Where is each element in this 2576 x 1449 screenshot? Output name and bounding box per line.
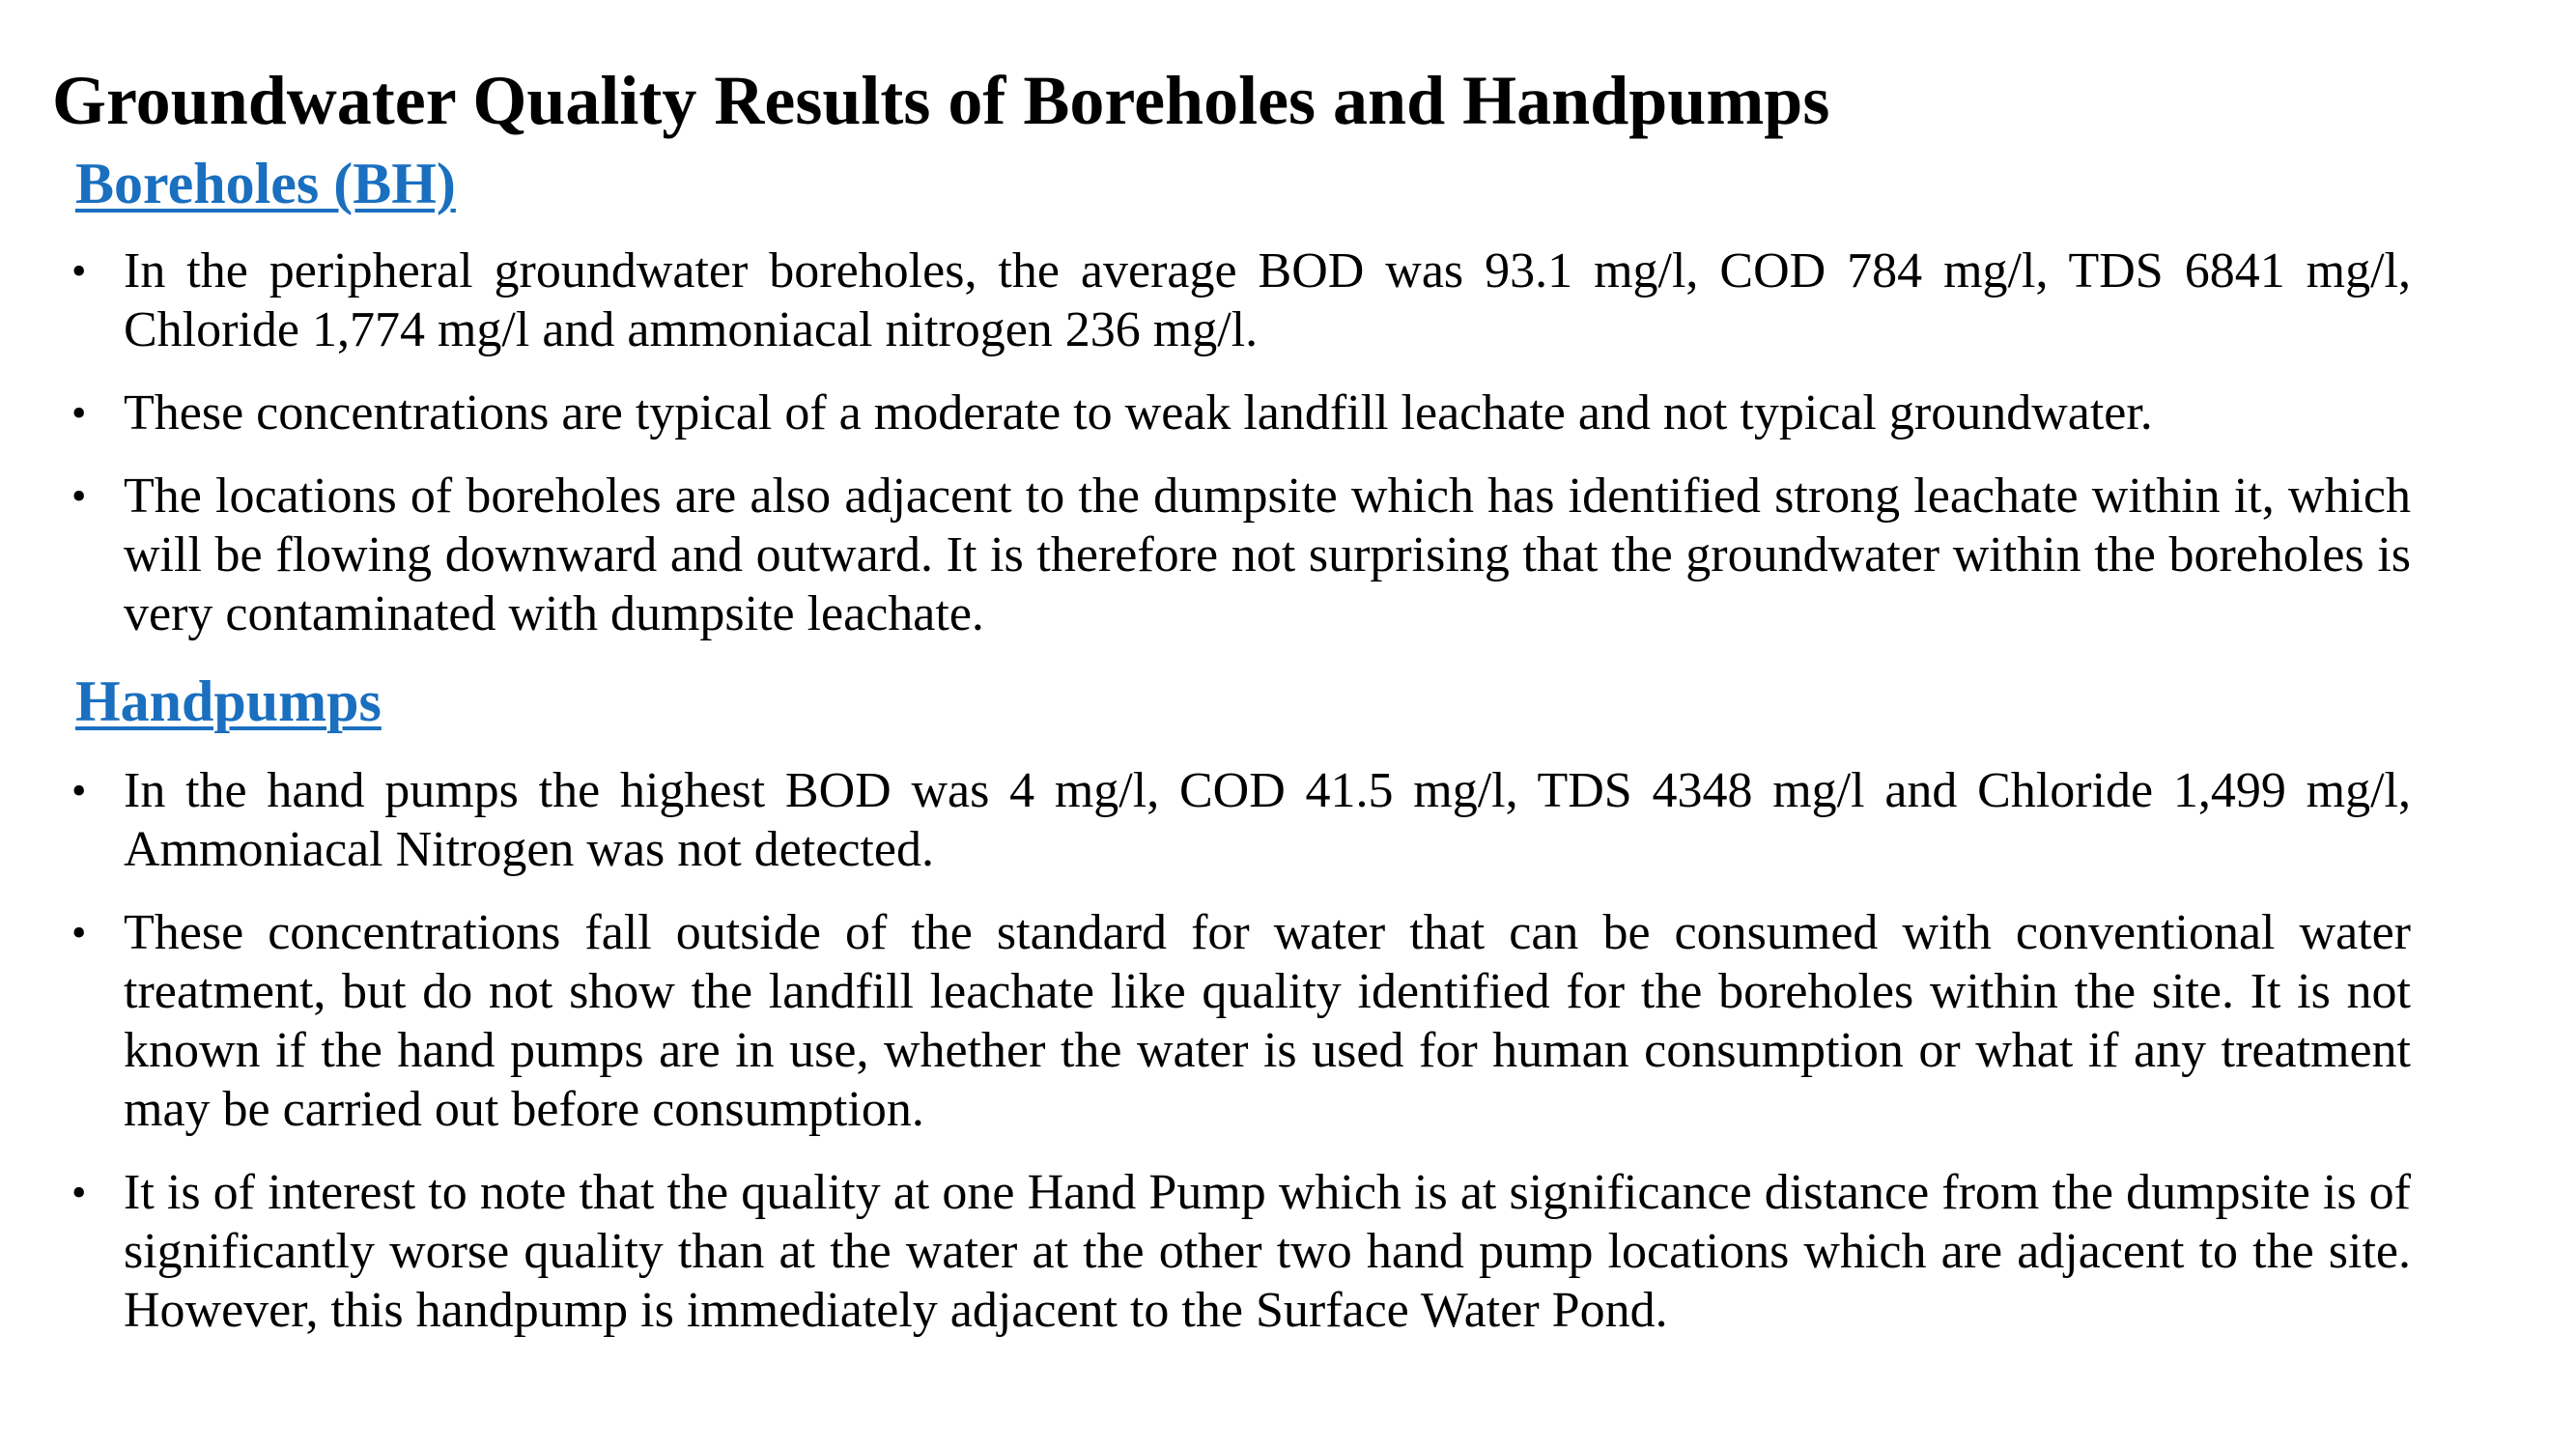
- section-heading-handpumps: Handpumps: [75, 669, 382, 733]
- bullet-text: It is of interest to note that the quality at one Hand Pump which is at significance distance from the dumpsite is of significantly worse quality than at the water at the other two hand pump locations which are adjacent to the site. However, this handpump is immediately adjacent to the Surface Water Pond.: [124, 1165, 2411, 1338]
- bullet-text: These concentrations fall outside of the standard for water that can be consumed with conventional water treatment, but do not show the landfill leachate like quality identified for the boreholes within the site. It is not known if the hand pumps are in use, whether the water is used for human consumption or what if any treatment may be carried out before consumption.: [124, 905, 2411, 1137]
- list-item: [0, 903, 2411, 1139]
- bullet-dot-icon: •: [71, 247, 87, 295]
- section-heading-boreholes: Boreholes (BH): [75, 152, 456, 215]
- bullet-text: These concentrations are typical of a moderate to weak landfill leachate and not typical groundwater.: [124, 385, 2153, 440]
- bullet-dot-icon: •: [71, 389, 87, 437]
- boreholes-bullet-list: [0, 242, 2576, 668]
- list-item: [0, 467, 2411, 643]
- bullet-dot-icon: •: [71, 472, 87, 520]
- bullet-dot-icon: •: [71, 1169, 87, 1216]
- list-item: [0, 1163, 2411, 1340]
- bullet-text: The locations of boreholes are also adjacent to the dumpsite which has identified strong leachate within it, which will be flowing downward and outward. It is therefore not surprising that the groundwater within the boreholes is very contaminated with dumpsite leachate.: [124, 469, 2411, 641]
- handpumps-bullet-list: [0, 761, 2576, 1364]
- list-item: [0, 761, 2411, 879]
- list-item: [0, 242, 2411, 359]
- bullet-text: In the peripheral groundwater boreholes, the average BOD was 93.1 mg/l, COD 784 mg/l, TDS 6841 mg/l, Chloride 1,774 mg/l and ammoniacal nitrogen 236 mg/l.: [124, 243, 2411, 357]
- list-item: [0, 384, 2411, 442]
- bullet-text: In the hand pumps the highest BOD was 4 mg/l, COD 41.5 mg/l, TDS 4348 mg/l and Chloride 1,499 mg/l, Ammoniacal Nitrogen was not detected.: [124, 763, 2411, 877]
- bullet-dot-icon: •: [71, 767, 87, 814]
- bullet-dot-icon: •: [71, 909, 87, 956]
- page-title: Groundwater Quality Results of Boreholes and Handpumps: [52, 62, 1830, 139]
